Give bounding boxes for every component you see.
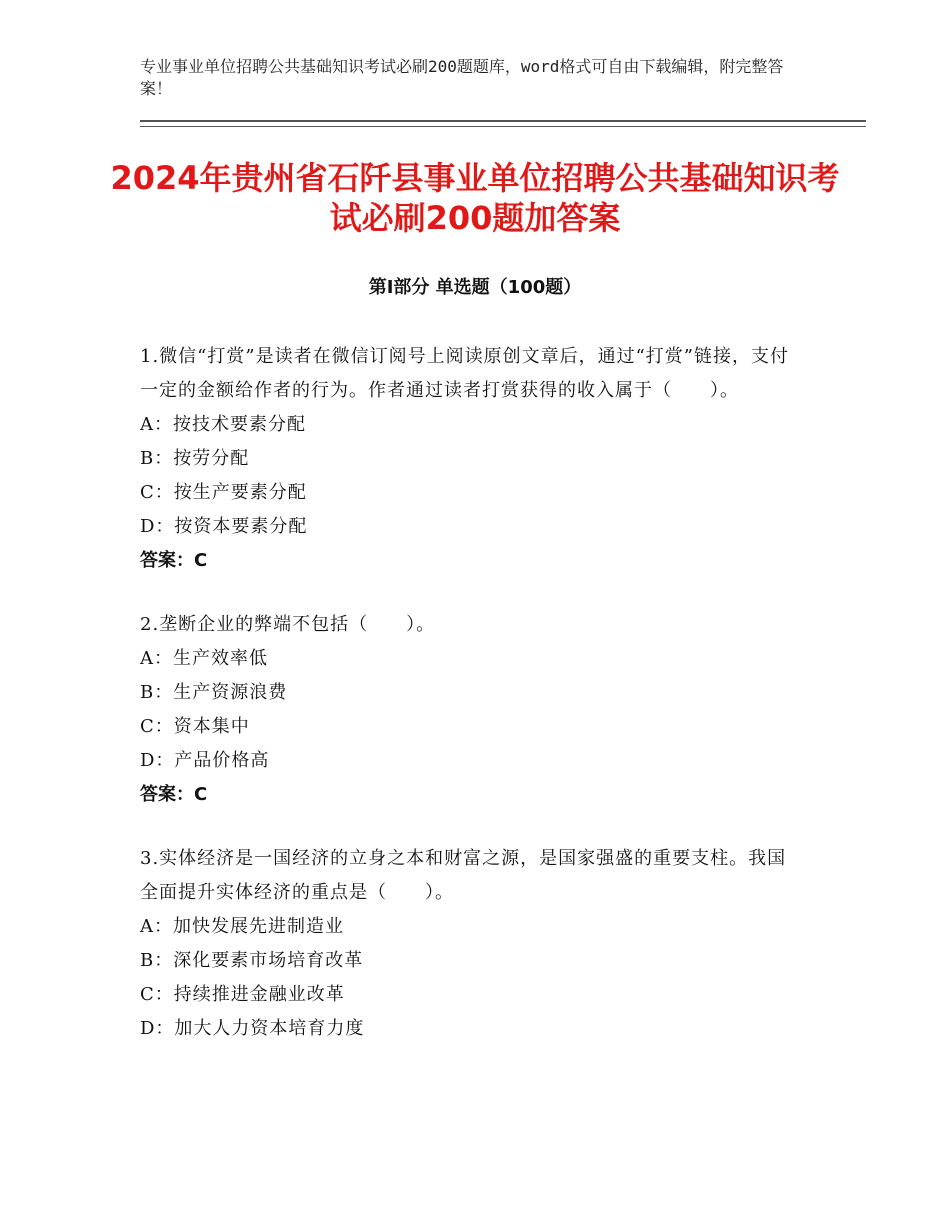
question-stem: 2.垄断企业的弊端不包括（ ）。 <box>140 614 436 635</box>
header-note: 专业事业单位招聘公共基础知识考试必刷200题题库，word格式可自由下载编辑，附完整答案！ <box>140 57 784 98</box>
question-stem: 3.实体经济是一国经济的立身之本和财富之源，是国家强盛的重要支柱。我国全面提升实体经济的重点是（ ）。 <box>140 848 787 903</box>
option-a: A：按技术要素分配 <box>140 414 306 435</box>
question-1 <box>140 340 800 578</box>
question-2 <box>140 608 800 812</box>
header-divider <box>140 120 866 127</box>
option-c: C：资本集中 <box>140 716 250 737</box>
option-b: B：深化要素市场培育改革 <box>140 950 364 971</box>
question-3 <box>140 842 800 1046</box>
option-a: A：生产效率低 <box>140 648 268 669</box>
section-title: 第Ⅰ部分 单选题（100题） <box>368 277 582 298</box>
option-d: D：加大人力资本培育力度 <box>140 1018 365 1039</box>
option-d: D：产品价格高 <box>140 750 270 771</box>
option-b: B：按劳分配 <box>140 448 250 469</box>
option-b: B：生产资源浪费 <box>140 682 288 703</box>
option-a: A：加快发展先进制造业 <box>140 916 344 937</box>
answer: 答案：C <box>140 550 208 571</box>
option-c: C：持续推进金融业改革 <box>140 984 345 1005</box>
question-stem: 1.微信“打赏”是读者在微信订阅号上阅读原创文章后，通过“打赏”链接，支付一定的金额给作者的行为。作者通过读者打赏获得的收入属于（ ）。 <box>140 346 789 401</box>
question-list <box>140 340 800 1076</box>
option-d: D：按资本要素分配 <box>140 516 308 537</box>
answer: 答案：C <box>140 784 208 805</box>
option-c: C：按生产要素分配 <box>140 482 307 503</box>
document-title: 2024年贵州省石阡县事业单位招聘公共基础知识考试必刷200题加答案 <box>110 159 840 237</box>
